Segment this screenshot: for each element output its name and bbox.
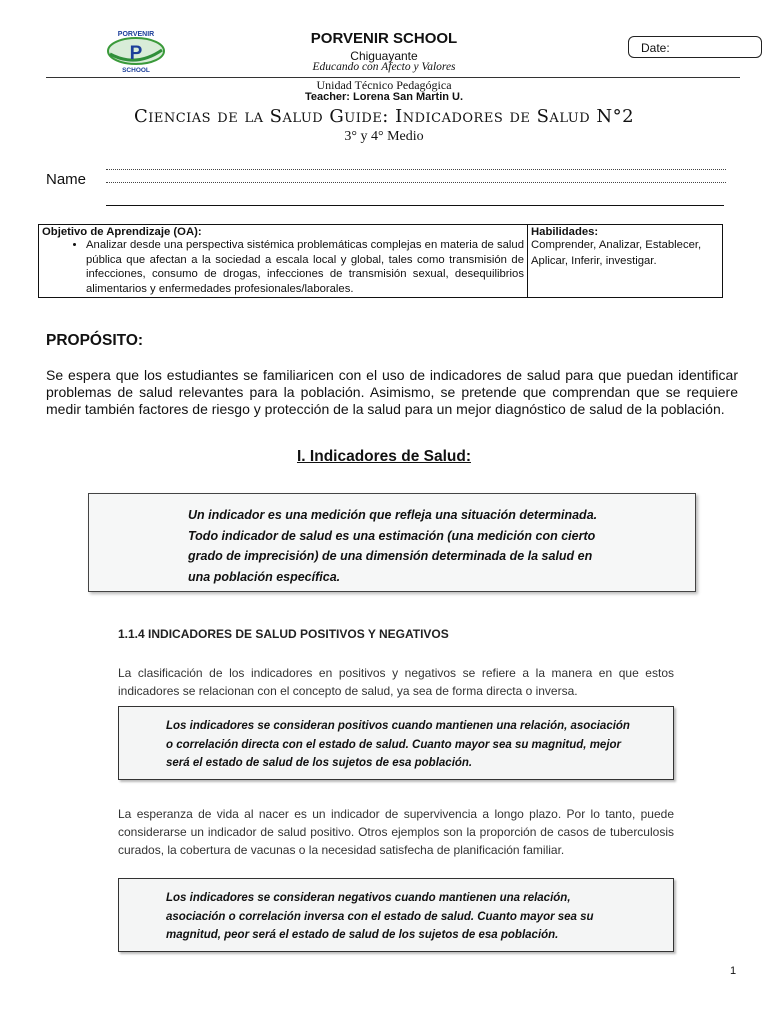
page-number: 1 [730,965,737,977]
name-underline [106,205,724,206]
section-title: I. Indicadores de Salud: [297,448,471,465]
learning-objective-table [38,224,723,298]
school-motto: Educando con Afecto y Valores [312,61,456,73]
name-label: Name [46,171,87,188]
purpose-text: Se espera que los estudiantes se familiaricen con el uso de indicadores de salud para que puedan identificar problemas de salud relevantes para la población. Asimismo, se pretende que comprendan que se requiere medir también factores de riesgo y protección de la salud para un mejor diagnóstico de salud de la población. [46,367,738,417]
negative-indicators-text: Los indicadores se consideran negativos cuando mantienen una relación, asociación o correlación inversa con el estado de salud. Cuanto mayor sea su magnitud, peor será el estado de salud de los sujetos de esa población. [166,892,594,941]
skills-cell [528,225,723,298]
subsection-title: 1.1.4 INDICADORES DE SALUD POSITIVOS Y NEGATIVOS [118,627,449,641]
school-city: Chiguayante [350,49,418,63]
date-label: Date: [641,41,670,55]
classification-paragraph: La clasificación de los indicadores en positivos y negativos se refiere a la manera en que estos indicadores se relacionan con el concepto de salud, ya sea de forma directa o inversa. [118,666,674,698]
teacher-name: Teacher: Lorena San Martin U. [304,91,464,103]
unit-name: Unidad Técnico Pedagógica [316,78,452,92]
logo-bottom-text: SCHOOL [122,67,150,74]
name-dotted-line-1[interactable] [106,169,726,170]
school-name: PORVENIR SCHOOL [310,30,458,47]
objective-cell [39,225,528,298]
objective-list [42,238,524,296]
objective-title: Objetivo de Aprendizaje (OA): [42,226,202,238]
guide-title: Ciencias de la Salud Guide: Indicadores de Salud N°2 [133,106,635,127]
objective-item: • Analizar desde una perspectiva sistémica problemáticas complejas en materia de salud pública que afectan a la sociedad a escala local y global, tales como transmisión de infecciones, consumo de drogas, infecciones de transmisión sexual, desequilibrios alimentarios y enfermedades profesionales/laborales. [86,238,524,296]
definition-text: Un indicador es una medición que refleja una situación determinada. Todo indicador de salud es una estimación (una medición con cierto grado de imprecisión) de una dimensión determinada de la salud en una población específica. [188,508,598,584]
life-expectancy-paragraph: La esperanza de vida al nacer es un indicador de supervivencia a longo plazo. Por lo tanto, puede considerarse un indicador de salud positivo. Otros ejemplos son la proporción de casos de tuberculosis curados, la cobertura de vacunas o la necesidad satisfecha de planificación familiar. [118,807,674,857]
grade-label: 3° y 4° Medio [344,129,424,144]
logo-letter: P [129,43,143,64]
skills-list: Comprender, Analizar, Establecer, Aplicar, Inferir, investigar. [531,239,702,267]
date-field[interactable] [628,36,762,58]
name-dotted-line-2[interactable] [106,182,726,183]
skills-title: Habilidades: [531,226,599,238]
logo-top-text: PORVENIR [117,31,155,38]
purpose-heading: PROPÓSITO: [46,332,144,349]
positive-indicators-text: Los indicadores se consideran positivos cuando mantienen una relación, asociación o correlación directa con el estado de salud. Cuanto mayor sea su magnitud, mejor será el estado de salud de los sujetos de esa población. [166,720,630,769]
